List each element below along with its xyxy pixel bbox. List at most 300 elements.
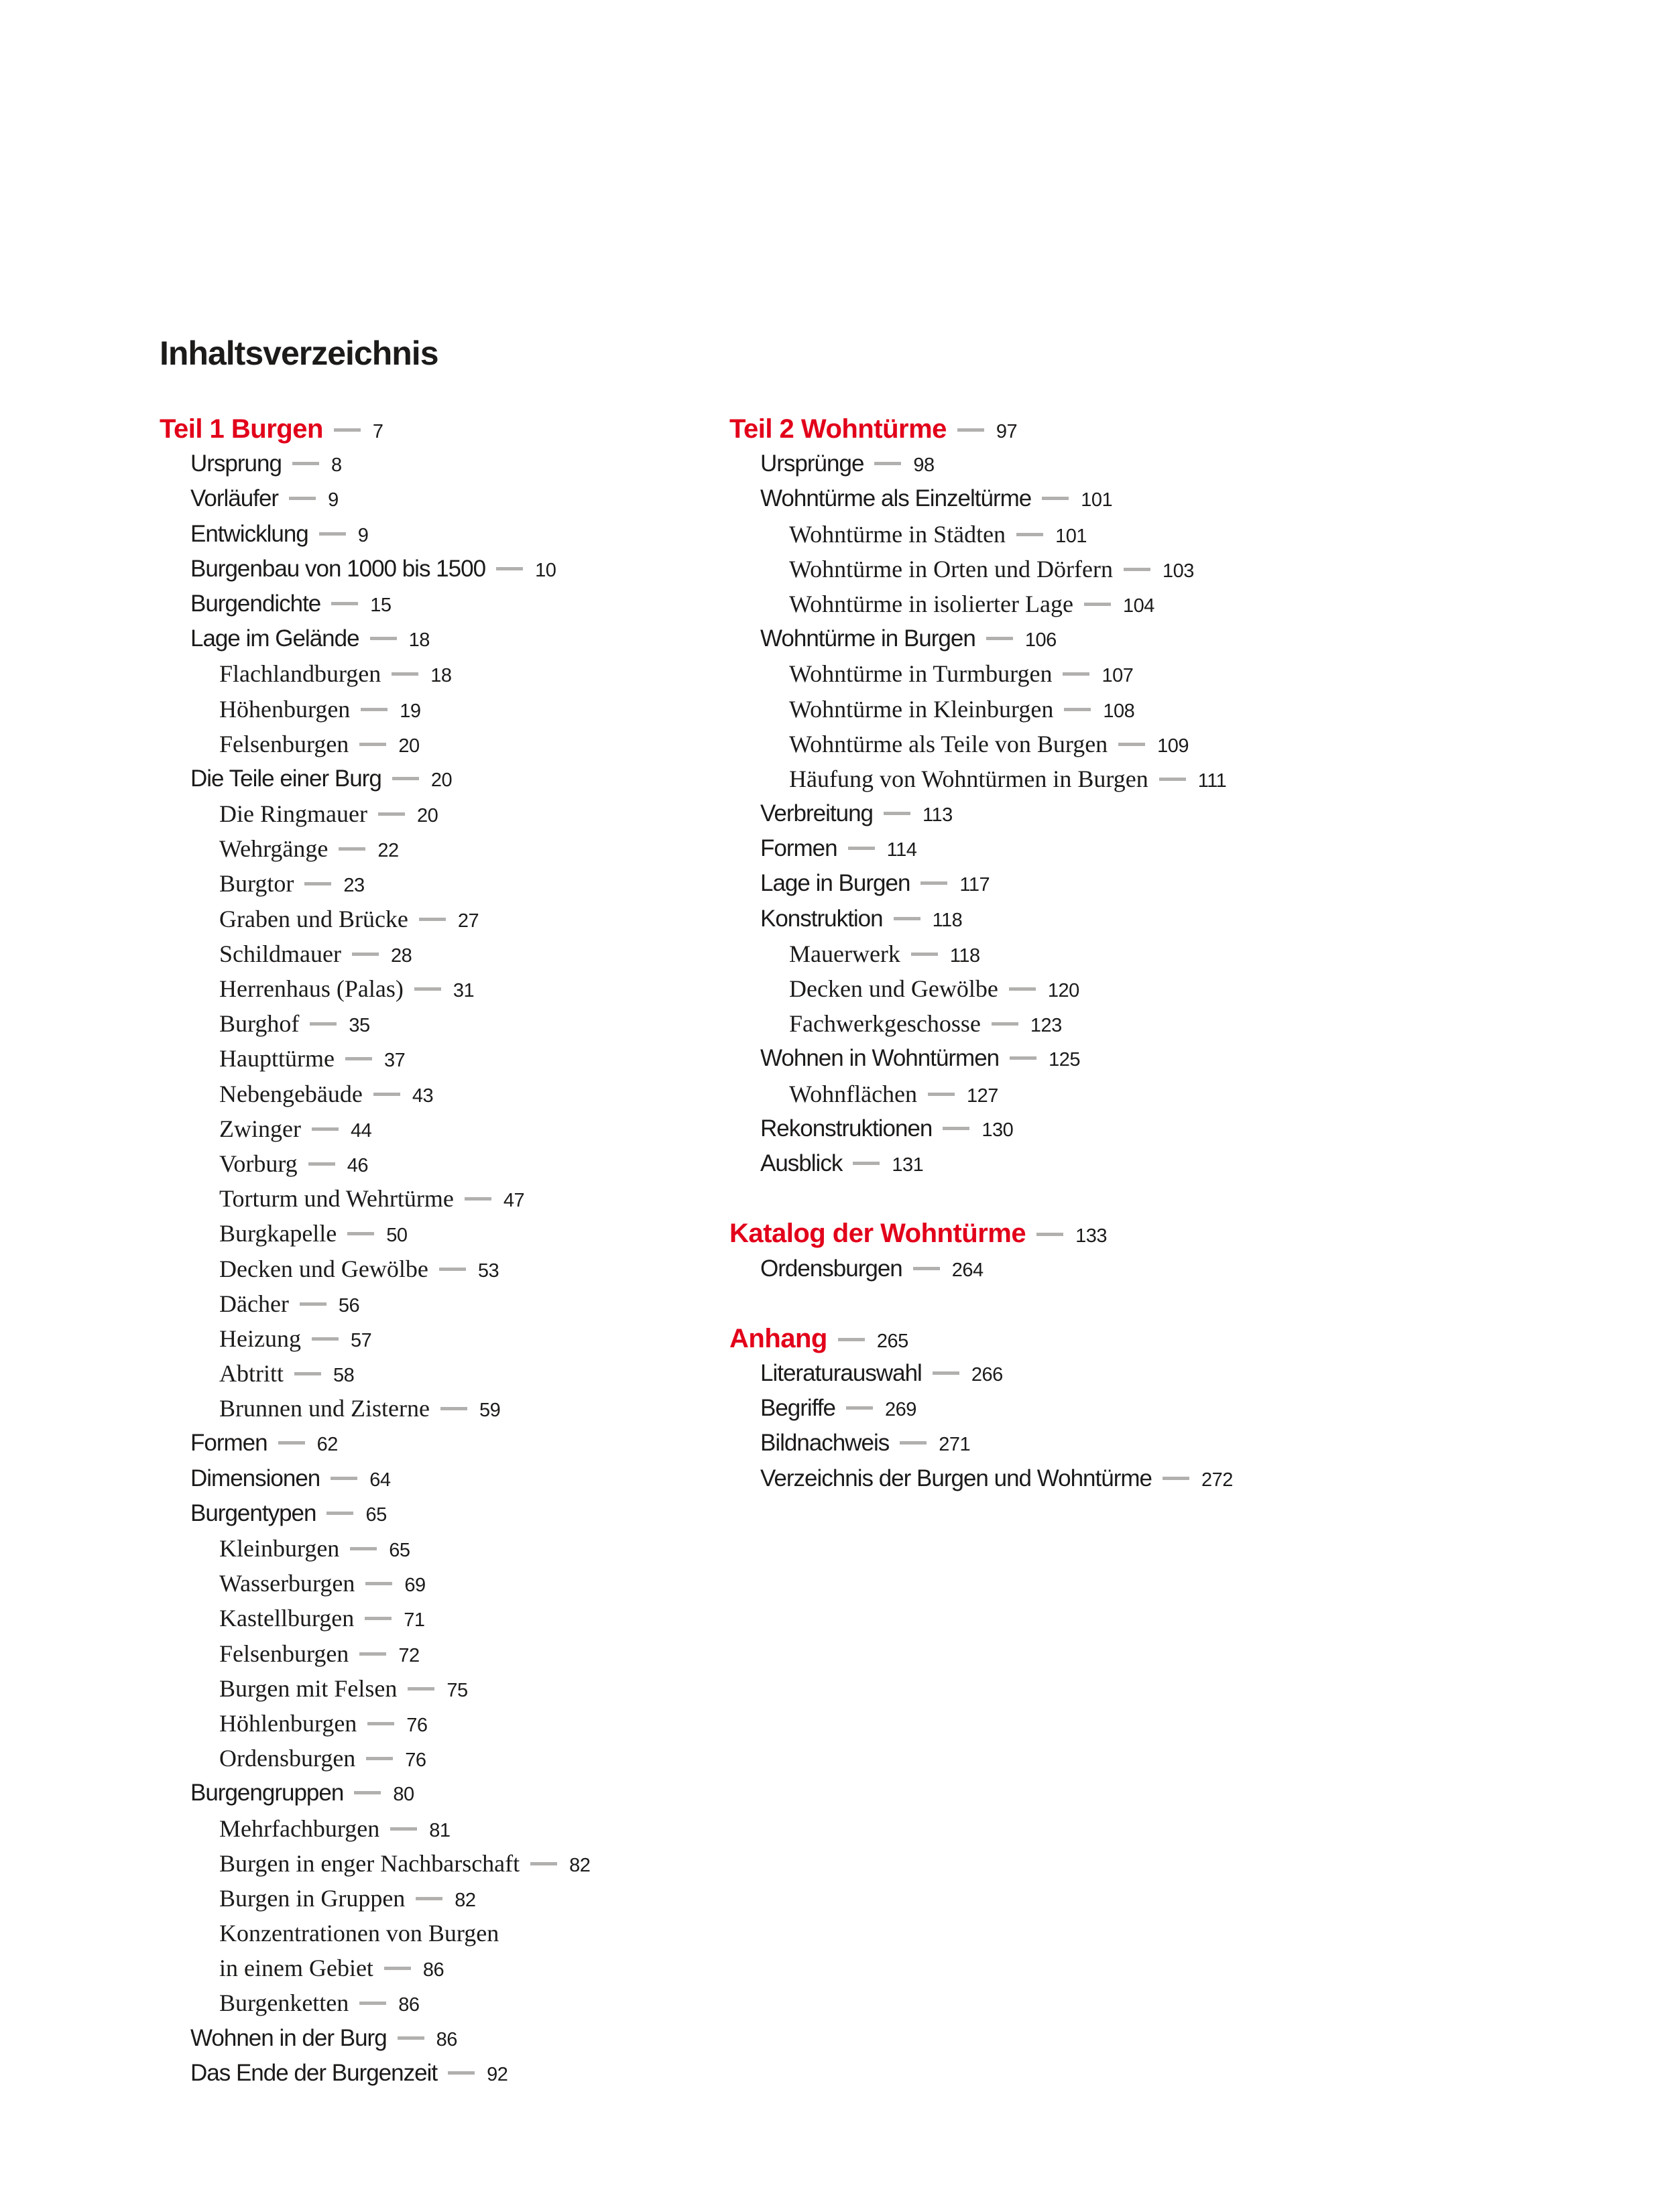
toc-entry-page: 18 [430,665,452,687]
toc-entry [160,1111,590,1146]
toc-entry-label: Heizung [219,1325,301,1352]
toc-entry-page: 120 [1047,980,1079,1001]
toc-entry-dash [392,777,419,780]
toc-entry-page: 114 [886,839,917,861]
toc-entry-label: Burgenketten [219,1989,349,2017]
toc-entry-page: 47 [503,1190,525,1212]
toc-entry-page: 107 [1102,665,1134,687]
toc-entry-label: Anhang [729,1323,827,1353]
toc-entry [160,1461,590,1496]
toc-entry-label: Wohntürme als Teile von Burgen [789,730,1108,757]
toc-entry-label: Ordensburgen [219,1745,356,1772]
toc-entry [160,1391,590,1426]
toc-entry [160,1006,590,1041]
toc-entry [160,1985,590,2020]
toc-entry-page: 10 [535,559,556,581]
toc-entry [729,902,1233,936]
toc-entry-page: 53 [477,1259,499,1282]
toc-entry-page: 271 [939,1434,971,1456]
toc-entry-dash [312,1337,339,1341]
toc-entry-page: 69 [404,1575,426,1597]
toc-entry-page: 72 [398,1644,420,1666]
toc-entry-page: 35 [349,1015,370,1037]
toc-entry-dash [352,953,379,956]
toc-entry-label: Bildnachweis [760,1430,890,1457]
toc-entry-label: Höhlenburgen [219,1709,357,1737]
toc-entry [160,1811,590,1846]
toc-entry [729,971,1233,1006]
toc-entry-page: 7 [372,421,383,442]
toc-entry-page: 31 [453,980,475,1001]
toc-entry [160,1077,590,1111]
toc-entry-label: Wohnflächen [789,1080,918,1107]
toc-entry-dash [278,1441,305,1445]
toc-entry-dash [838,1338,865,1341]
toc-entry-page: 22 [377,840,399,862]
toc-entry [160,2021,590,2056]
toc-entry [160,1041,590,1076]
toc-entry-label: Schildmauer [219,940,341,967]
toc-entry [160,2056,590,2091]
toc-entry-dash [319,532,346,536]
toc-entry-page: 86 [422,1959,444,1981]
toc-entry-page: 56 [338,1294,360,1316]
toc-entry [160,1671,590,1706]
toc-entry-page: 113 [923,804,953,826]
toc-entry [160,936,590,971]
toc-entry-label: Ausblick [760,1150,843,1176]
toc-entry [729,1006,1233,1041]
toc-entry-page: 20 [416,805,438,827]
toc-entry [160,587,590,621]
toc-entry-label: Teil 1 Burgen [160,414,323,444]
toc-entry-page: 43 [412,1085,434,1107]
toc-entry-page: 265 [876,1330,908,1352]
toc-entry-page: 80 [393,1784,414,1806]
toc-entry [160,517,590,552]
toc-entry [729,866,1233,901]
toc-entry-label: Formen [760,835,837,862]
toc-entry-dash [347,1232,374,1235]
column-gap [729,1181,1233,1216]
toc-entry [160,1601,590,1636]
toc-entry-label: Teil 2 Wohntürme [729,414,947,444]
toc-entry-page: 98 [913,454,935,477]
toc-entry-label: Wohnen in der Burg [190,2024,387,2051]
toc-entry-dash [1163,1477,1189,1480]
toc-entry-label: Häufung von Wohntürmen in Burgen [789,765,1148,792]
toc-entry [160,796,590,831]
toc-entry-page: 20 [430,769,453,791]
toc-entry-dash [390,1827,417,1831]
toc-entry-label: Verbreitung [760,800,874,827]
toc-entry-dash [911,953,938,956]
toc-entry-label: Wohntürme in Kleinburgen [789,695,1054,723]
toc-entry-label: Ursprünge [760,450,864,477]
toc-entry-dash [1036,1233,1063,1236]
toc-entry [729,1321,1233,1356]
toc-entry-label: Verzeichnis der Burgen und Wohntürme [760,1465,1152,1491]
toc-entry-page: 15 [370,594,392,616]
toc-entry-page: 18 [408,629,430,652]
toc-entry-page: 117 [959,874,990,896]
toc-entry-page: 106 [1024,629,1057,652]
toc-entry [160,1776,590,1810]
toc-column-right [729,412,1233,1496]
toc-entry [160,1356,590,1391]
toc-entry-dash [370,637,397,640]
toc-entry-dash [359,743,386,746]
toc-entry [160,1881,590,1916]
toc-entry [729,552,1233,587]
toc-entry-page: 76 [405,1749,426,1772]
toc-entry-dash [392,672,418,676]
toc-entry-dash [419,918,446,921]
toc-entry [729,761,1233,796]
toc-entry-page: 46 [347,1154,368,1176]
toc-entry [160,1216,590,1251]
toc-entry [729,656,1233,691]
toc-entry-page: 62 [316,1434,338,1456]
toc-entry-dash [1118,743,1145,746]
toc-entry-label: Formen [190,1430,267,1457]
toc-entry-page: 118 [932,909,963,931]
toc-entry-label: Torturm und Wehrtürme [219,1185,454,1213]
toc-entry-page: 28 [390,944,412,967]
toc-entry-label: Ursprung [190,450,282,477]
toc-entry-page: 109 [1157,735,1189,757]
toc-entry-dash [326,1512,353,1515]
toc-entry-dash [308,1162,335,1166]
toc-entry-dash [398,2036,424,2040]
toc-entry-label: Wohntürme in isolierter Lage [789,590,1073,617]
toc-entry-label: Wohnen in Wohntürmen [760,1045,1000,1072]
toc-entry [160,971,590,1006]
toc-entry-label: Burgkapelle [219,1220,337,1247]
toc-entry-dash [365,1617,392,1620]
toc-entry [160,1846,590,1881]
toc-entry-dash [310,1022,337,1026]
toc-entry-dash [304,882,331,885]
toc-entry [160,1251,590,1286]
toc-entry-label: Dimensionen [190,1465,320,1491]
toc-entry-label: Kastellburgen [219,1605,355,1632]
toc-entry-dash [928,1093,955,1096]
toc-entry-label: Burgentypen [190,1499,316,1526]
toc-entry-label: Wehrgänge [219,835,329,863]
toc-entry-dash [933,1371,959,1375]
toc-entry [160,727,590,761]
toc-entry-label: Flachlandburgen [219,660,381,688]
toc-entry-label: Vorburg [219,1150,298,1177]
toc-entry-page: 133 [1075,1225,1108,1247]
toc-entry [160,481,590,516]
toc-entry [160,1146,590,1181]
toc-entry-dash [289,497,316,500]
toc-entry [729,1461,1233,1496]
toc-entry [160,1566,590,1601]
toc-entry-label: Konzentrationen von Burgen [219,1920,499,1947]
toc-entry-page: 130 [981,1119,1014,1141]
toc-entry-label: Wohntürme in Orten und Dörfern [789,555,1113,582]
toc-entry [729,796,1233,831]
toc-entry-label: Burgengruppen [190,1780,344,1806]
toc-entry-dash [853,1162,880,1165]
toc-entry-dash [986,637,1013,640]
toc-entry-dash [334,428,361,432]
toc-entry-label: Fachwerkgeschosse [789,1010,981,1038]
toc-entry-label: Felsenburgen [219,730,349,757]
toc-entry-label: Haupttürme [219,1045,335,1072]
toc-entry [729,481,1233,516]
toc-entry-dash [894,917,920,920]
toc-entry-label: Lage im Gelände [190,625,359,652]
toc-entry-dash [414,987,441,991]
toc-entry-label: Die Teile einer Burg [190,765,381,792]
toc-entry [160,446,590,481]
toc-entry-dash [1084,603,1111,606]
toc-entry-dash [350,1547,377,1550]
toc-entry-label: Höhenburgen [219,695,351,723]
toc-entry [160,692,590,727]
toc-entry-label: Burgendichte [190,590,321,617]
toc-entry-dash [530,1862,557,1865]
toc-entry [729,1111,1233,1146]
toc-entry-page: 266 [971,1364,1003,1386]
toc-entry-page: 104 [1122,595,1154,617]
toc-entry-label: Decken und Gewölbe [789,975,998,1002]
toc-entry [160,1426,590,1461]
toc-entry-dash [416,1897,442,1900]
toc-entry-page: 44 [350,1119,372,1142]
toc-entry-dash [345,1057,372,1060]
toc-entry-page: 9 [328,489,339,511]
toc-entry-page: 125 [1049,1049,1081,1071]
toc-entry [729,1251,1233,1286]
toc-entry-dash [1016,533,1043,536]
toc-entry [160,1636,590,1671]
toc-entry-page: 86 [398,1994,420,2016]
toc-entry [729,1041,1233,1076]
toc-entry-page: 50 [386,1225,408,1247]
toc-entry-label: Nebengebäude [219,1080,363,1107]
toc-entry [729,1426,1233,1461]
toc-entry-label: Burgen mit Felsen [219,1674,398,1702]
page-title: Inhaltsverzeichnis [160,334,438,372]
toc-entry-page: 97 [996,421,1018,442]
toc-entry [160,866,590,901]
toc-entry-page: 111 [1197,770,1227,792]
toc-entry-page: 86 [436,2028,457,2050]
toc-entry-dash [359,1652,386,1656]
toc-entry [160,902,590,936]
toc-entry-dash [312,1127,339,1131]
toc-entry-dash [373,1093,400,1096]
toc-entry-dash [331,602,358,605]
toc-entry [160,1741,590,1776]
toc-entry-page: 127 [967,1085,998,1107]
toc-entry-dash [884,812,910,815]
toc-entry [160,1286,590,1321]
toc-entry-label: Konstruktion [760,905,883,932]
toc-entry-page: 27 [457,910,479,932]
toc-entry-label: Abtritt [219,1360,284,1388]
toc-entry-dash [448,2071,475,2075]
toc-entry [729,1356,1233,1391]
toc-entry-dash [920,881,947,885]
toc-entry-page: 108 [1103,700,1135,722]
toc-entry [160,1321,590,1356]
toc-entry-dash [408,1687,434,1691]
toc-entry-page: 65 [389,1540,410,1561]
toc-entry-page: 8 [331,454,342,477]
toc-entry-dash [359,2002,386,2005]
toc-entry-dash [300,1302,326,1306]
toc-entry-label: Felsenburgen [219,1640,349,1667]
toc-entry-page: 75 [447,1679,468,1701]
toc-entry [729,1146,1233,1181]
toc-entry-dash [913,1267,940,1270]
toc-entry [729,936,1233,971]
toc-entry-page: 118 [949,944,980,967]
toc-entry-label: Rekonstruktionen [760,1115,933,1142]
toc-entry-label: in einem Gebiet [219,1955,373,1982]
toc-entry [160,1706,590,1741]
toc-entry-dash [957,428,984,432]
toc-entry [729,1216,1233,1251]
toc-entry-label: Das Ende der Burgenzeit [190,2059,438,2086]
toc-entry-page: 81 [429,1819,451,1841]
toc-entry-dash [292,462,319,465]
toc-entry-label: Wohntürme in Burgen [760,625,975,652]
toc-entry-page: 82 [569,1854,591,1876]
toc-entry-label: Entwicklung [190,520,308,547]
toc-entry [729,1391,1233,1426]
toc-entry-page: 101 [1081,489,1113,511]
toc-entry-label: Katalog der Wohntürme [729,1219,1026,1249]
toc-entry-dash [900,1441,927,1445]
toc-entry-dash [1124,568,1150,571]
toc-entry-label: Wohntürme in Turmburgen [789,660,1053,688]
toc-entry-label: Kleinburgen [219,1535,340,1562]
toc-entry-page: 65 [365,1503,387,1526]
toc-entry-page: 19 [400,700,421,722]
toc-entry-label: Burghof [219,1010,300,1038]
toc-entry [160,1496,590,1531]
toc-entry-label: Zwinger [219,1115,301,1142]
toc-entry-label: Literaturauswahl [760,1360,922,1387]
toc-entry-dash [1063,672,1089,676]
toc-entry-label: Lage in Burgen [760,870,910,897]
toc-entry-page: 264 [951,1259,984,1281]
column-gap [729,1286,1233,1321]
toc-entry-dash [367,1722,394,1725]
toc-entry-dash [339,847,365,851]
toc-entry [729,621,1233,656]
toc-entry-page: 20 [398,735,420,757]
toc-entry [160,1531,590,1566]
toc-entry-page: 131 [892,1154,924,1176]
toc-entry-dash [331,1477,357,1480]
toc-entry-page: 9 [357,524,369,546]
toc-entry-dash [496,567,523,570]
toc-entry-page: 92 [487,2063,508,2085]
toc-entry-page: 71 [404,1609,425,1632]
toc-entry-dash [1009,987,1036,991]
toc-entry-label: Wasserburgen [219,1570,355,1597]
toc-entry-dash [361,708,388,711]
toc-entry-dash [294,1372,321,1375]
toc-entry-dash [1159,778,1186,781]
toc-entry-label: Dächer [219,1290,289,1317]
toc-entry-page: 103 [1162,560,1194,582]
toc-entry [729,446,1233,481]
toc-entry-dash [365,1582,392,1585]
toc-entry-dash [354,1791,381,1794]
toc-entry-page: 58 [333,1365,355,1387]
toc-entry-page: 82 [455,1889,476,1911]
toc-entry-label: Mehrfachburgen [219,1815,380,1842]
toc-entry [729,831,1233,866]
toc-entry-dash [439,1268,466,1271]
toc-entry-dash [874,462,901,465]
toc-entry [160,1181,590,1216]
toc-entry [729,1077,1233,1111]
toc-entry-page: 269 [885,1399,916,1421]
toc-entry-label: Die Ringmauer [219,800,367,828]
toc-entry [160,1951,590,1985]
toc-entry-label: Graben und Brücke [219,905,408,932]
toc-entry [160,761,590,796]
toc-entry-dash [440,1407,467,1410]
toc-entry-label: Burgtor [219,870,294,898]
toc-entry-label: Burgen in enger Nachbarschaft [219,1849,520,1877]
toc-entry-dash [943,1127,969,1130]
toc-entry-page: 123 [1030,1015,1062,1037]
toc-entry-label: Mauerwerk [789,940,900,967]
toc-entry [729,517,1233,552]
toc-entry-dash [366,1757,393,1760]
toc-entry [729,727,1233,761]
toc-entry-label: Burgen in Gruppen [219,1884,406,1912]
toc-entry-page: 101 [1055,525,1087,547]
toc-entry-page: 37 [383,1050,406,1072]
toc-entry [160,1916,590,1951]
toc-entry-label: Wohntürme als Einzeltürme [760,485,1032,512]
toc-column-left [160,412,590,2091]
toc-entry-page: 57 [350,1329,372,1351]
toc-entry [729,587,1233,621]
toc-entry-page: 23 [343,875,365,897]
toc-entry-label: Vorläufer [190,485,279,512]
toc-entry-page: 272 [1201,1469,1233,1491]
toc-entry-label: Begriffe [760,1395,835,1422]
toc-entry-dash [1042,497,1069,500]
toc-entry-dash [848,847,875,850]
toc-entry-label: Herrenhaus (Palas) [219,975,404,1002]
toc-entry [160,412,590,446]
toc-entry-dash [1010,1056,1036,1060]
toc-entry-dash [992,1022,1018,1026]
toc-entry [729,692,1233,727]
toc-entry-dash [1064,708,1091,711]
toc-entry-dash [384,1967,411,1970]
toc-entry-page: 64 [369,1469,391,1491]
toc-entry-label: Ordensburgen [760,1255,902,1282]
toc-entry-page: 76 [406,1714,428,1736]
toc-entry [160,831,590,866]
toc-entry-dash [846,1406,873,1410]
